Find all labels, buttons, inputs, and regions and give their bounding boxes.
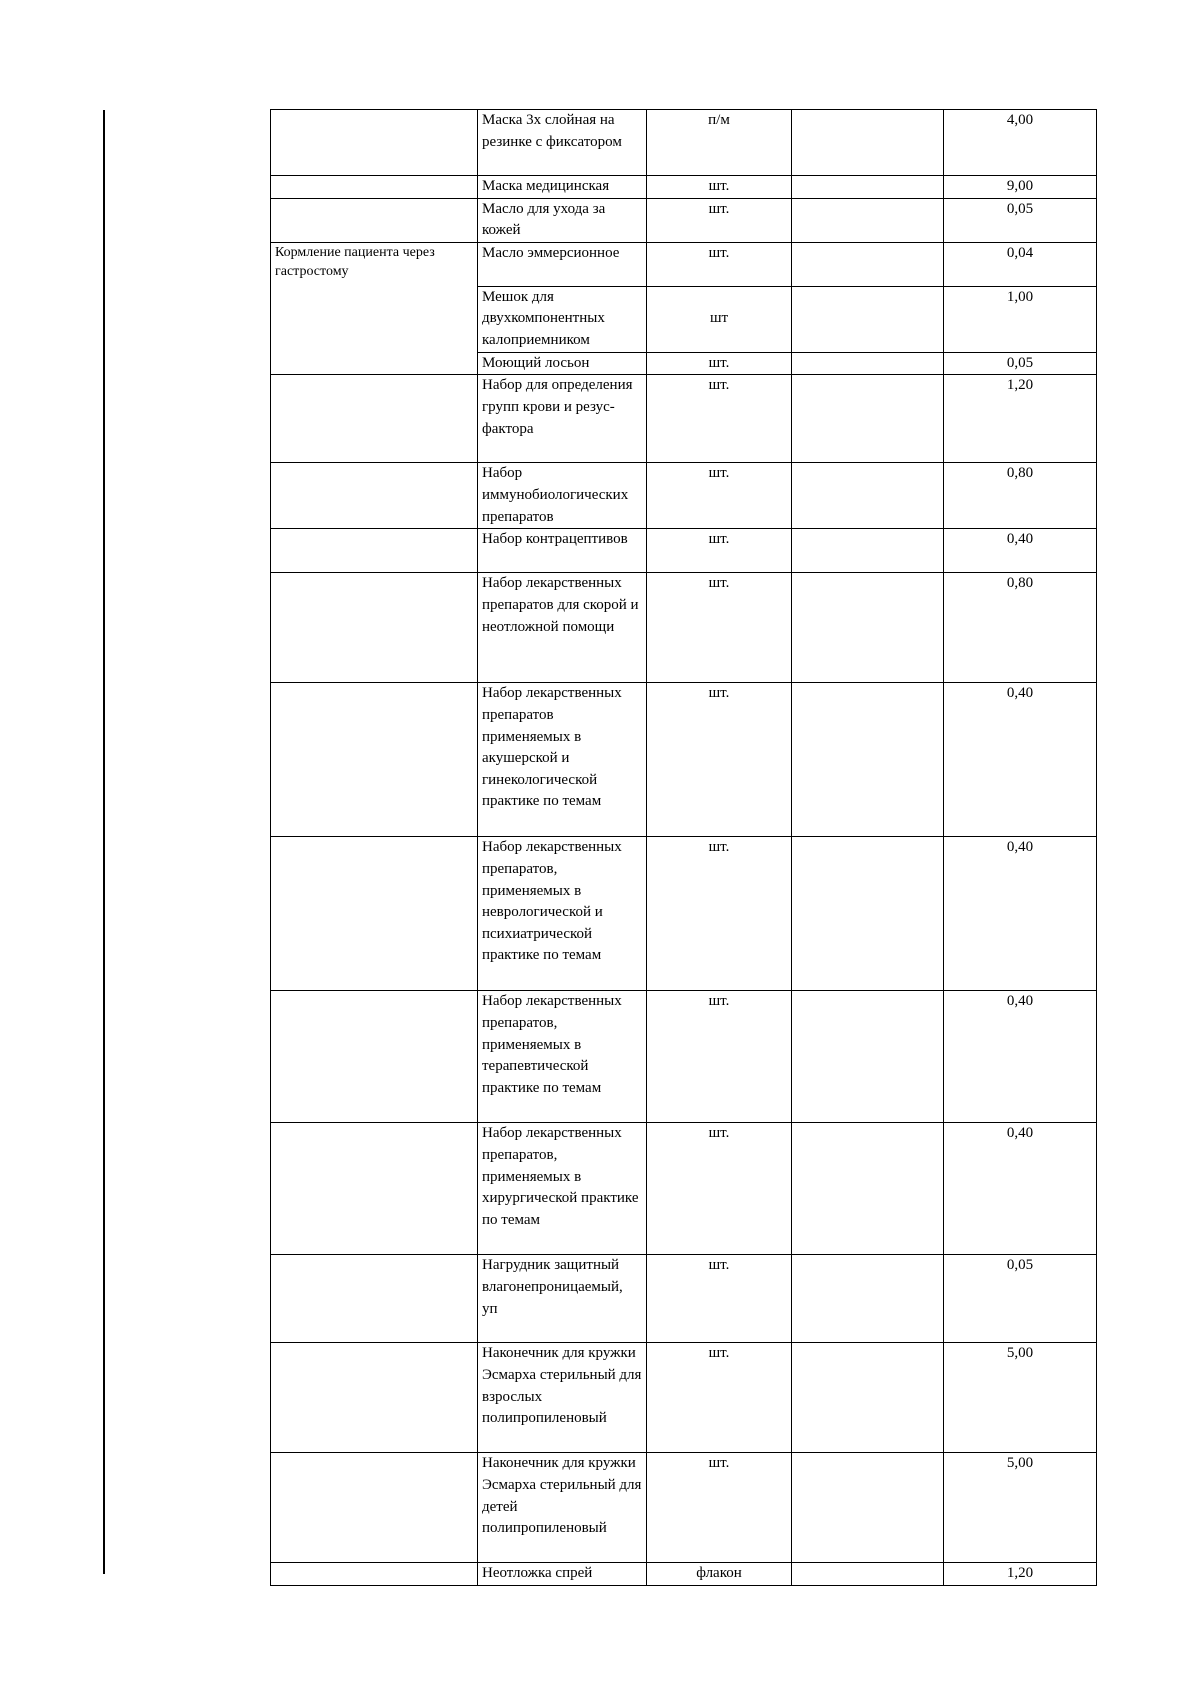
item-name-cell: Неотложка спрей	[478, 1563, 647, 1586]
note-cell	[792, 1255, 944, 1343]
table-row	[271, 242, 1097, 286]
note-cell	[792, 375, 944, 463]
unit-cell: шт.	[647, 837, 792, 991]
item-name-cell: Мешок для двухкомпонентных калоприемником	[478, 286, 647, 352]
item-name-cell: Маска 3х слойная на резинке с фиксатором	[478, 110, 647, 176]
unit-cell: шт.	[647, 198, 792, 242]
table-row	[271, 1255, 1097, 1343]
qty-cell: 9,00	[944, 176, 1097, 199]
procedure-cell	[271, 683, 478, 837]
note-cell	[792, 683, 944, 837]
item-name-cell: Набор для определения групп крови и резус-фактора	[478, 375, 647, 463]
item-name-cell: Масло эммерсионное	[478, 242, 647, 286]
unit-cell: шт.	[647, 573, 792, 683]
qty-cell: 5,00	[944, 1453, 1097, 1563]
table-row	[271, 1563, 1097, 1586]
unit-cell: шт.	[647, 463, 792, 529]
page-margin-line	[103, 110, 105, 1574]
table-row	[271, 1453, 1097, 1563]
unit-cell: шт.	[647, 991, 792, 1123]
note-cell	[792, 198, 944, 242]
procedure-cell	[271, 1123, 478, 1255]
qty-cell: 0,40	[944, 683, 1097, 837]
procedure-cell	[271, 375, 478, 463]
procedure-cell	[271, 110, 478, 176]
table-row	[271, 837, 1097, 991]
item-name-cell: Набор лекарственных препаратов для скорой и неотложной помощи	[478, 573, 647, 683]
item-name-cell: Набор лекарственных препаратов применяемых в акушерской и гинекологической практике по темам	[478, 683, 647, 837]
procedure-cell	[271, 837, 478, 991]
qty-cell: 0,80	[944, 573, 1097, 683]
table-row	[271, 529, 1097, 573]
unit-cell: флакон	[647, 1563, 792, 1586]
procedure-cell	[271, 463, 478, 529]
procedure-cell	[271, 1563, 478, 1586]
item-name-cell: Набор лекарственных препаратов, применяемых в неврологической и психиатрической практике по темам	[478, 837, 647, 991]
unit-cell: шт.	[647, 242, 792, 286]
unit-cell: п/м	[647, 110, 792, 176]
item-name-cell: Нагрудник защитный влагонепроницаемый, уп	[478, 1255, 647, 1343]
table-row	[271, 991, 1097, 1123]
qty-cell: 1,20	[944, 375, 1097, 463]
qty-cell: 0,05	[944, 1255, 1097, 1343]
table-row	[271, 176, 1097, 199]
table-row	[271, 375, 1097, 463]
item-name-cell: Маска медицинская	[478, 176, 647, 199]
note-cell	[792, 463, 944, 529]
procedure-cell: Кормление пациента через гастростому	[271, 242, 478, 375]
qty-cell: 1,20	[944, 1563, 1097, 1586]
table-row	[271, 198, 1097, 242]
note-cell	[792, 837, 944, 991]
unit-cell: шт.	[647, 1123, 792, 1255]
qty-cell: 4,00	[944, 110, 1097, 176]
note-cell	[792, 573, 944, 683]
procedure-cell	[271, 176, 478, 199]
note-cell	[792, 1343, 944, 1453]
table-row	[271, 1123, 1097, 1255]
unit-cell: шт.	[647, 1255, 792, 1343]
unit-cell: шт.	[647, 352, 792, 375]
procedure-cell	[271, 573, 478, 683]
qty-cell: 0,80	[944, 463, 1097, 529]
item-name-cell: Наконечник для кружки Эсмарха стерильный для детей полипропиленовый	[478, 1453, 647, 1563]
table-row	[271, 573, 1097, 683]
table-row	[271, 110, 1097, 176]
unit-cell: шт.	[647, 529, 792, 573]
item-name-cell: Набор лекарственных препаратов, применяемых в хирургической практике по темам	[478, 1123, 647, 1255]
unit-cell: шт.	[647, 176, 792, 199]
unit-cell: шт.	[647, 375, 792, 463]
note-cell	[792, 1453, 944, 1563]
note-cell	[792, 176, 944, 199]
procedure-cell	[271, 1255, 478, 1343]
note-cell	[792, 1123, 944, 1255]
unit-cell: шт	[647, 286, 792, 352]
note-cell	[792, 110, 944, 176]
qty-cell: 5,00	[944, 1343, 1097, 1453]
procedure-cell	[271, 1343, 478, 1453]
item-name-cell: Набор контрацептивов	[478, 529, 647, 573]
qty-cell: 0,05	[944, 198, 1097, 242]
qty-cell: 0,05	[944, 352, 1097, 375]
item-name-cell: Масло для ухода за кожей	[478, 198, 647, 242]
procedure-cell	[271, 198, 478, 242]
table-row	[271, 1343, 1097, 1453]
qty-cell: 0,40	[944, 1123, 1097, 1255]
table-row	[271, 683, 1097, 837]
qty-cell: 0,04	[944, 242, 1097, 286]
unit-cell: шт.	[647, 683, 792, 837]
item-name-cell: Набор лекарственных препаратов, применяемых в терапевтической практике по темам	[478, 991, 647, 1123]
note-cell	[792, 991, 944, 1123]
note-cell	[792, 352, 944, 375]
note-cell	[792, 286, 944, 352]
materials-table	[270, 109, 1097, 1586]
qty-cell: 0,40	[944, 837, 1097, 991]
procedure-cell	[271, 991, 478, 1123]
item-name-cell: Наконечник для кружки Эсмарха стерильный для взрослых полипропиленовый	[478, 1343, 647, 1453]
procedure-cell	[271, 1453, 478, 1563]
item-name-cell: Моющий лосьон	[478, 352, 647, 375]
qty-cell: 0,40	[944, 529, 1097, 573]
qty-cell: 0,40	[944, 991, 1097, 1123]
procedure-cell	[271, 529, 478, 573]
note-cell	[792, 242, 944, 286]
item-name-cell: Набор иммунобиологических препаратов	[478, 463, 647, 529]
unit-cell: шт.	[647, 1343, 792, 1453]
unit-cell: шт.	[647, 1453, 792, 1563]
qty-cell: 1,00	[944, 286, 1097, 352]
table-row	[271, 463, 1097, 529]
note-cell	[792, 529, 944, 573]
note-cell	[792, 1563, 944, 1586]
